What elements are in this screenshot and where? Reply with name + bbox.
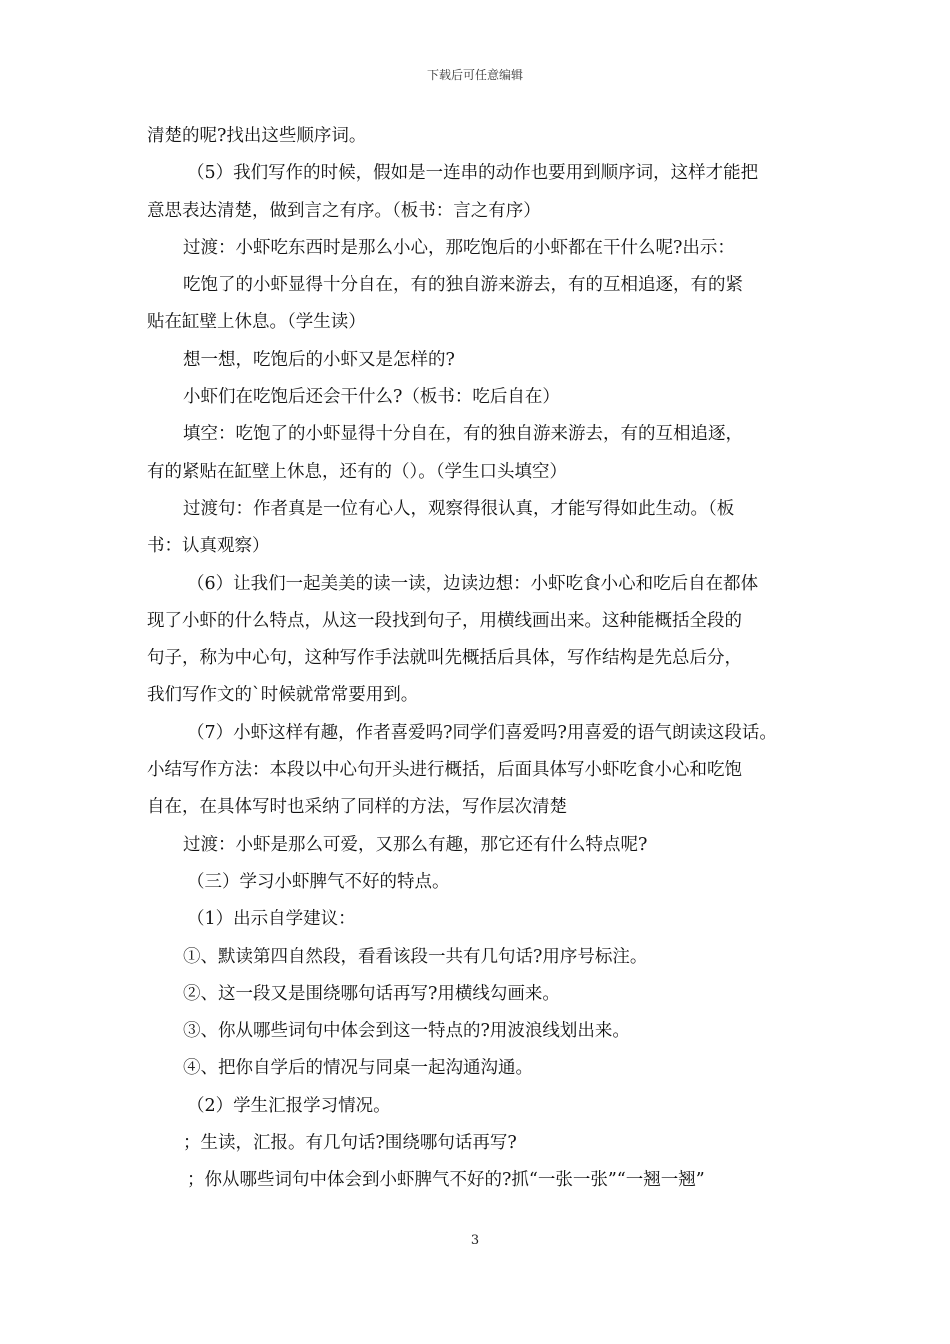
text-line: 小虾们在吃饱后还会干什么?（板书：吃后自在） [183, 387, 560, 408]
text-line: （6）让我们一起美美的读一读，边读边想：小虾吃食小心和吃后自在都体 [187, 573, 759, 594]
page-header: 下载后可任意编辑 [426, 68, 523, 82]
text-line: （三）学习小虾脾气不好的特点。 [187, 871, 450, 892]
text-line: 自在，在具体写时也采纳了同样的方法，写作层次清楚 [147, 797, 567, 818]
document-body [147, 126, 815, 1208]
text-line: 填空：吃饱了的小虾显得十分自在，有的独自游来游去，有的互相追逐， [183, 424, 743, 445]
text-line: 过渡：小虾吃东西时是那么小心，那吃饱后的小虾都在干什么呢?出示： [183, 237, 735, 258]
text-line: 现了小虾的什么特点，从这一段找到句子，用横线画出来。这种能概括全段的 [147, 610, 742, 631]
text-line: 意思表达清楚，做到言之有序。（板书：言之有序） [147, 200, 541, 221]
text-line: 我们写作文的`时候就常常要用到。 [147, 685, 419, 706]
text-line: 过渡：小虾是那么可爱，又那么有趣，那它还有什么特点呢? [183, 834, 648, 855]
text-line: 清楚的呢?找出这些顺序词。 [147, 126, 367, 146]
text-line: ①、默读第四自然段，看看该段一共有几句话?用序号标注。 [183, 946, 648, 967]
text-line: 有的紧贴在缸壁上休息，还有的（）。（学生口头填空） [147, 461, 567, 482]
page-number: 3 [470, 1233, 480, 1248]
text-line: 过渡句：作者真是一位有心人，观察得很认真，才能写得如此生动。（板 [183, 498, 735, 519]
text-line: 吃饱了的小虾显得十分自在，有的独自游来游去，有的互相追逐，有的紧 [183, 275, 743, 296]
text-line: 贴在缸壁上休息。（学生读） [147, 312, 366, 333]
text-line: ；你从哪些词句中体会到小虾脾气不好的?抓“一张一张”“一翘一翘” [187, 1170, 705, 1191]
text-line: ②、这一段又是围绕哪句话再写?用横线勾画来。 [183, 983, 560, 1004]
text-line: 句子，称为中心句，这种写作手法就叫先概括后具体，写作结构是先总后分， [147, 648, 742, 669]
text-line: （1）出示自学建议： [187, 909, 356, 930]
text-line: ；生读，汇报。有几句话?围绕哪句话再写? [183, 1133, 517, 1154]
text-line: ④、把你自学后的情况与同桌一起沟通沟通。 [183, 1058, 533, 1079]
text-line: 小结写作方法：本段以中心句开头进行概括，后面具体写小虾吃食小心和吃饱 [147, 760, 742, 781]
text-line: （7）小虾这样有趣，作者喜爱吗?同学们喜爱吗?用喜爱的语气朗读这段话。 [187, 722, 777, 743]
text-line: 书：认真观察） [147, 536, 270, 557]
text-line: （5）我们写作的时候，假如是一连串的动作也要用到顺序词，这样才能把 [187, 163, 759, 184]
text-line: （2）学生汇报学习情况。 [187, 1095, 391, 1116]
text-line: 想一想，吃饱后的小虾又是怎样的? [183, 349, 455, 370]
text-line: ③、你从哪些词句中体会到这一特点的?用波浪线划出来。 [183, 1021, 630, 1042]
